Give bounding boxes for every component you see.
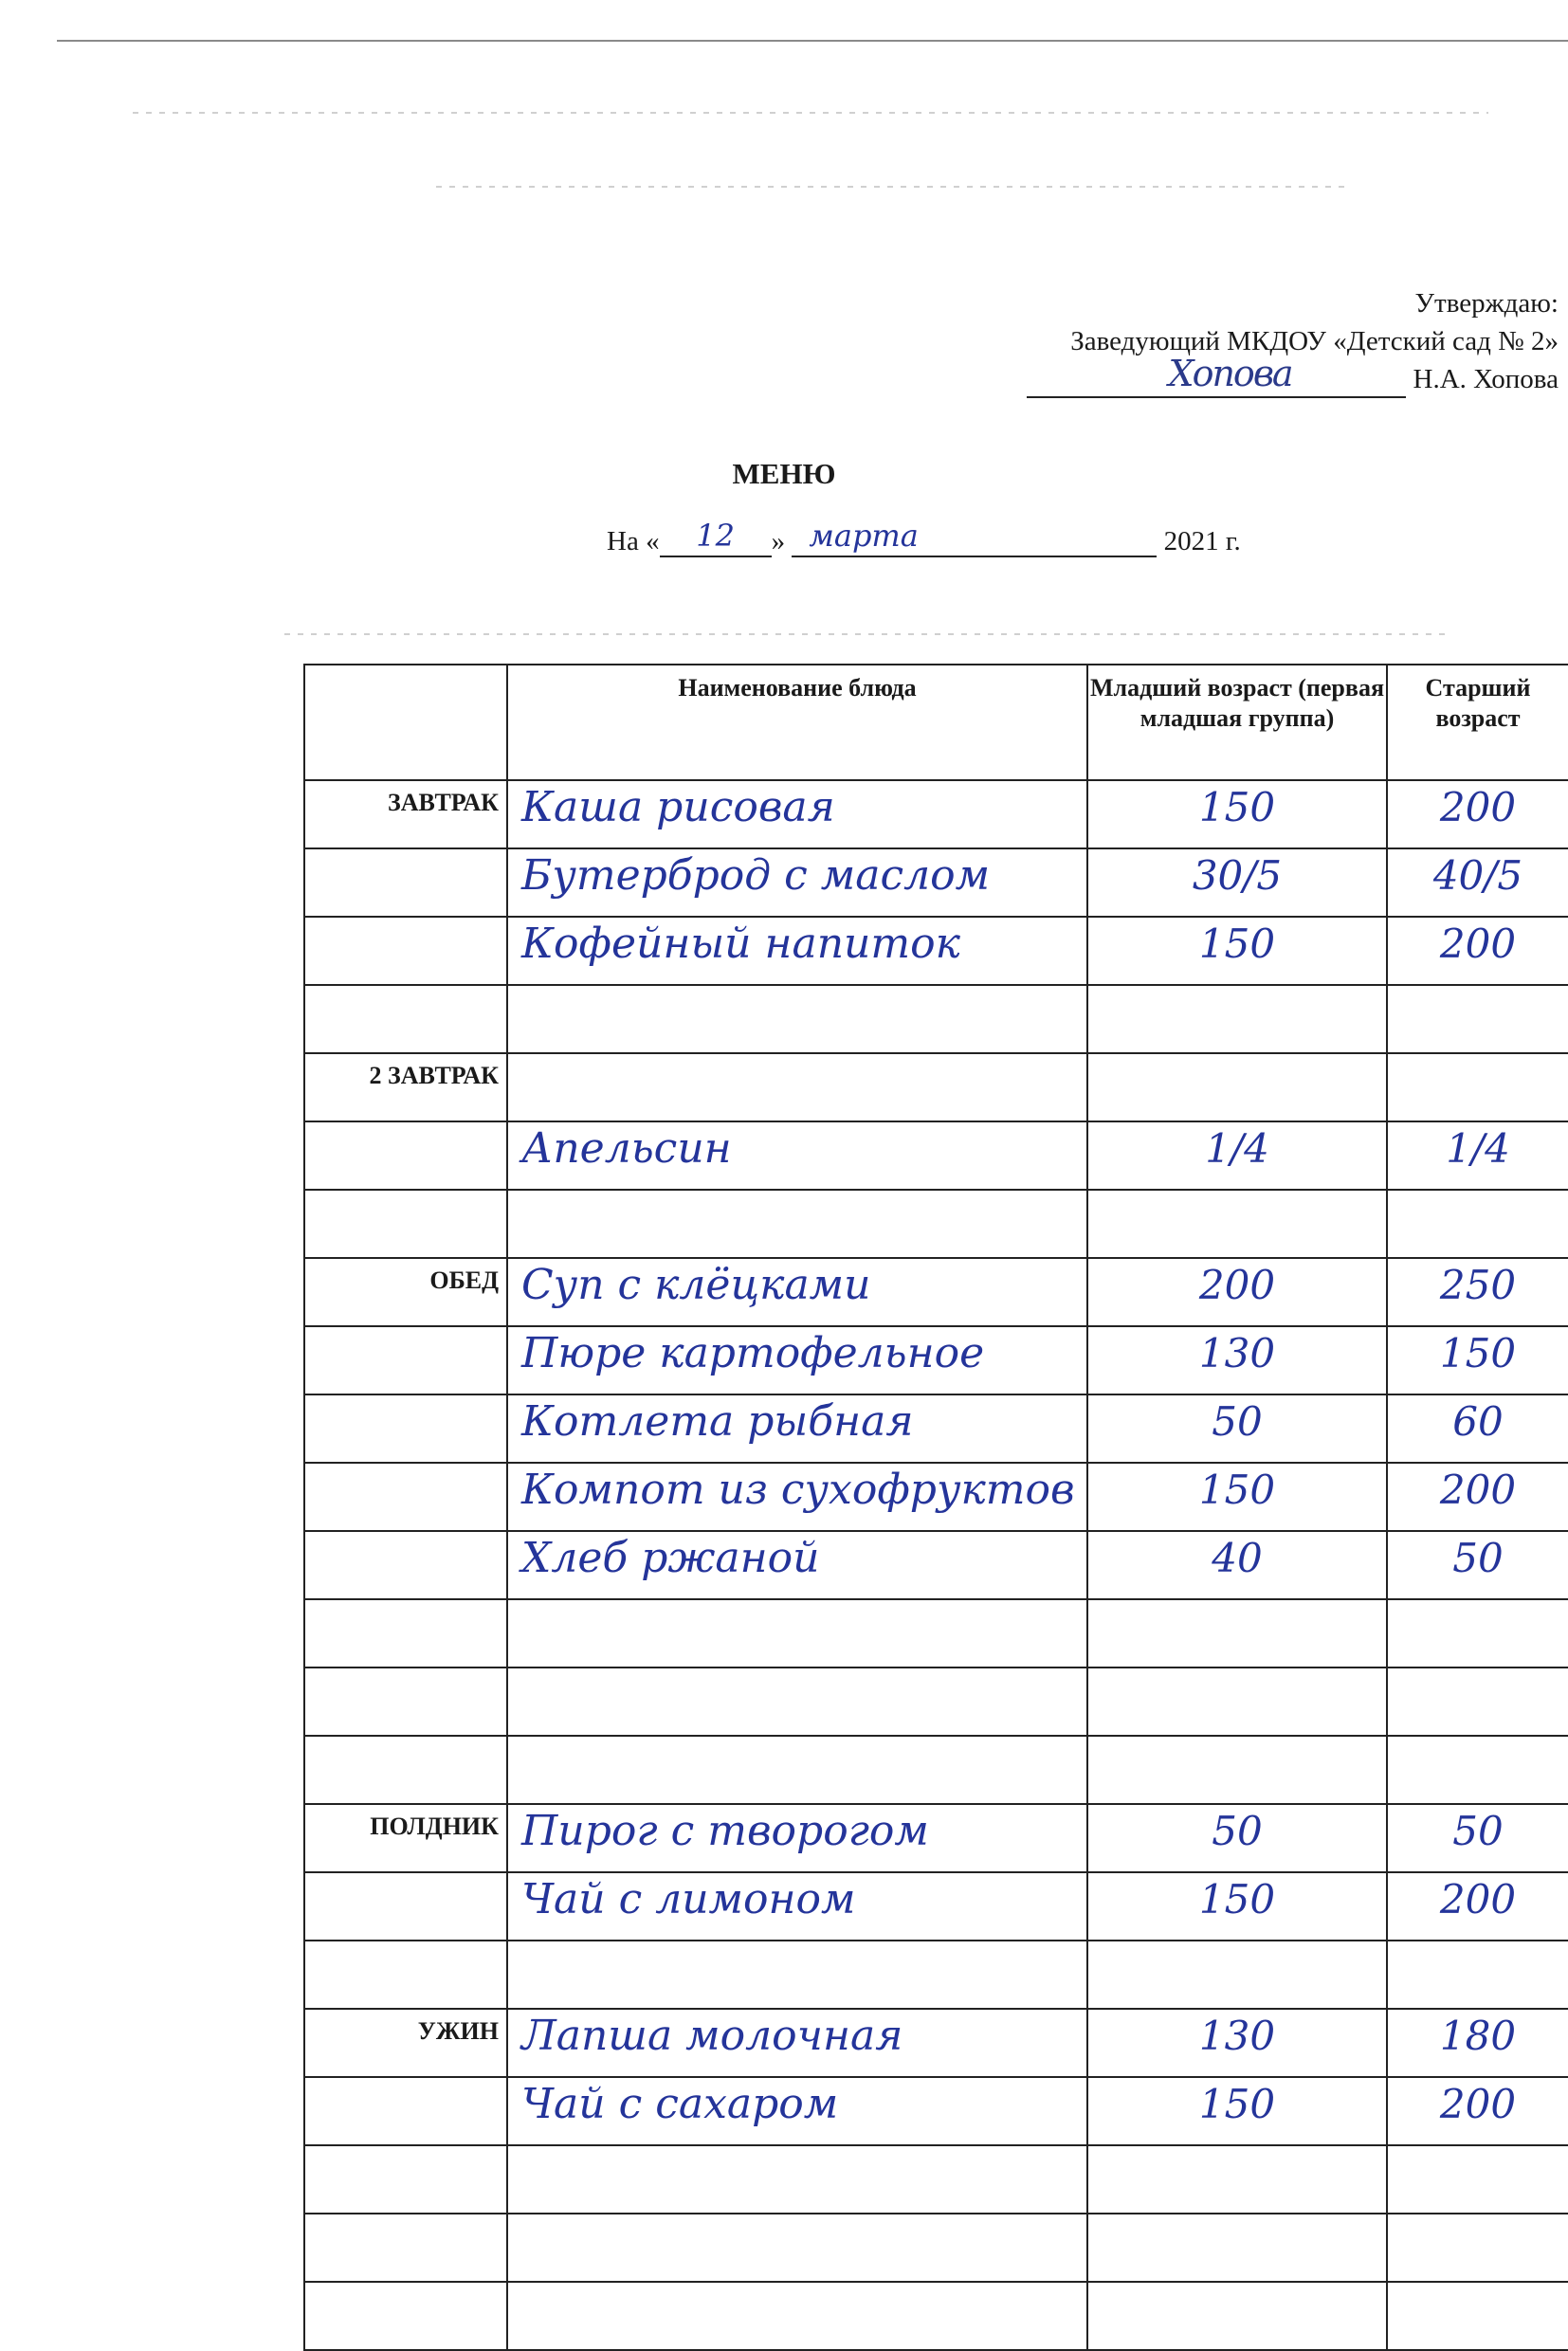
junior-qty-cell: 150 <box>1087 1872 1387 1941</box>
junior-qty-cell: 30/5 <box>1087 848 1387 917</box>
senior-qty-cell: 200 <box>1387 780 1568 848</box>
meal-cell: ОБЕД <box>304 1258 507 1326</box>
senior-qty-cell <box>1387 1736 1568 1804</box>
header-senior: Старший возраст <box>1387 665 1568 780</box>
junior-qty-cell <box>1087 1190 1387 1258</box>
approval-signature-line <box>895 353 1559 398</box>
dish-cell: Каша рисовая <box>507 780 1087 848</box>
month-value: марта <box>809 518 919 554</box>
junior-qty-cell <box>1087 1599 1387 1668</box>
senior-qty-cell: 200 <box>1387 917 1568 985</box>
meal-cell <box>304 1463 507 1531</box>
meal-cell <box>304 1121 507 1190</box>
senior-qty-cell: 200 <box>1387 1872 1568 1941</box>
dish-cell: Бутерброд с маслом <box>507 848 1087 917</box>
table-row <box>304 1872 1568 1941</box>
meal-cell: ЗАВТРАК <box>304 780 507 848</box>
header-dish: Наименование блюда <box>507 665 1087 780</box>
dish-cell <box>507 1053 1087 1121</box>
menu-rows <box>304 780 1568 2350</box>
junior-qty-cell: 50 <box>1087 1394 1387 1463</box>
dish-cell: Кофейный напиток <box>507 917 1087 985</box>
table-row <box>304 1736 1568 1804</box>
junior-qty-cell <box>1087 2214 1387 2282</box>
junior-qty-cell: 130 <box>1087 1326 1387 1394</box>
meal-cell <box>304 1941 507 2009</box>
dish-cell: Суп с клёцками <box>507 1258 1087 1326</box>
year-value: 2021 г. <box>1163 526 1241 556</box>
meal-cell <box>304 1599 507 1668</box>
month-field <box>792 518 1157 557</box>
table-row <box>304 1668 1568 1736</box>
table-row <box>304 1258 1568 1326</box>
table-row <box>304 1531 1568 1599</box>
dish-cell <box>507 2282 1087 2350</box>
table-row <box>304 1053 1568 1121</box>
senior-qty-cell <box>1387 1053 1568 1121</box>
day-value: 12 <box>696 518 735 554</box>
scan-artifact <box>436 186 1346 188</box>
menu-date <box>607 518 1241 557</box>
table-row <box>304 1394 1568 1463</box>
senior-qty-cell <box>1387 1941 1568 2009</box>
signer-name: Н.А. Хопова <box>1413 364 1559 394</box>
table-row <box>304 1599 1568 1668</box>
junior-qty-cell: 150 <box>1087 780 1387 848</box>
senior-qty-cell <box>1387 1190 1568 1258</box>
table-row <box>304 1190 1568 1258</box>
page-title: МЕНЮ <box>732 457 836 490</box>
meal-cell <box>304 1872 507 1941</box>
dish-cell: Хлеб ржаной <box>507 1531 1087 1599</box>
junior-qty-cell <box>1087 1736 1387 1804</box>
table-row <box>304 917 1568 985</box>
junior-qty-cell: 150 <box>1087 917 1387 985</box>
junior-qty-cell: 150 <box>1087 1463 1387 1531</box>
dish-cell <box>507 2145 1087 2214</box>
dish-cell <box>507 1941 1087 2009</box>
header-meal <box>304 665 507 780</box>
meal-cell <box>304 848 507 917</box>
table-row <box>304 2009 1568 2077</box>
meal-cell <box>304 1668 507 1736</box>
dish-cell <box>507 2214 1087 2282</box>
table-row <box>304 1326 1568 1394</box>
dish-cell: Апельсин <box>507 1121 1087 1190</box>
senior-qty-cell <box>1387 985 1568 1053</box>
meal-cell: ПОЛДНИК <box>304 1804 507 1872</box>
meal-cell <box>304 1736 507 1804</box>
senior-qty-cell: 180 <box>1387 2009 1568 2077</box>
senior-qty-cell: 1/4 <box>1387 1121 1568 1190</box>
scan-artifact <box>284 633 1450 635</box>
senior-qty-cell: 200 <box>1387 1463 1568 1531</box>
junior-qty-cell <box>1087 985 1387 1053</box>
junior-qty-cell <box>1087 2145 1387 2214</box>
senior-qty-cell <box>1387 2214 1568 2282</box>
senior-qty-cell <box>1387 1599 1568 1668</box>
approval-block <box>895 284 1559 398</box>
table-row <box>304 2077 1568 2145</box>
approval-position: Заведующий МКДОУ «Детский сад № 2» <box>1070 326 1559 356</box>
meal-cell <box>304 2214 507 2282</box>
senior-qty-cell: 200 <box>1387 2077 1568 2145</box>
dish-cell <box>507 1736 1087 1804</box>
meal-cell <box>304 2145 507 2214</box>
table-row <box>304 780 1568 848</box>
meal-cell <box>304 2282 507 2350</box>
table-row <box>304 985 1568 1053</box>
table-row <box>304 1121 1568 1190</box>
day-field <box>660 518 772 557</box>
table-row <box>304 1463 1568 1531</box>
meal-cell <box>304 2077 507 2145</box>
approval-heading: Утверждаю: <box>1414 288 1559 319</box>
meal-cell <box>304 1326 507 1394</box>
date-prefix: На « <box>607 526 660 556</box>
dish-cell: Котлета рыбная <box>507 1394 1087 1463</box>
junior-qty-cell: 130 <box>1087 2009 1387 2077</box>
dish-cell: Компот из сухофруктов <box>507 1463 1087 1531</box>
senior-qty-cell: 50 <box>1387 1804 1568 1872</box>
junior-qty-cell <box>1087 1941 1387 2009</box>
meal-cell: УЖИН <box>304 2009 507 2077</box>
junior-qty-cell <box>1087 1053 1387 1121</box>
dish-cell: Чай с лимоном <box>507 1872 1087 1941</box>
table-row <box>304 2145 1568 2214</box>
senior-qty-cell: 250 <box>1387 1258 1568 1326</box>
senior-qty-cell <box>1387 1668 1568 1736</box>
senior-qty-cell: 150 <box>1387 1326 1568 1394</box>
scan-artifact <box>133 112 1488 114</box>
dish-cell <box>507 1668 1087 1736</box>
junior-qty-cell: 150 <box>1087 2077 1387 2145</box>
junior-qty-cell: 40 <box>1087 1531 1387 1599</box>
date-quote: » <box>771 526 786 556</box>
handwritten-signature: Хопова <box>1168 353 1292 394</box>
table-row <box>304 2214 1568 2282</box>
junior-qty-cell: 1/4 <box>1087 1121 1387 1190</box>
senior-qty-cell: 40/5 <box>1387 848 1568 917</box>
table-row <box>304 1941 1568 2009</box>
meal-cell: 2 ЗАВТРАК <box>304 1053 507 1121</box>
meal-cell <box>304 917 507 985</box>
meal-cell <box>304 1394 507 1463</box>
junior-qty-cell: 200 <box>1087 1258 1387 1326</box>
menu-table <box>303 664 1568 2351</box>
senior-qty-cell <box>1387 2145 1568 2214</box>
dish-cell: Пирог с творогом <box>507 1804 1087 1872</box>
dish-cell: Лапша молочная <box>507 2009 1087 2077</box>
meal-cell <box>304 1190 507 1258</box>
dish-cell <box>507 1190 1087 1258</box>
table-row <box>304 2282 1568 2350</box>
meal-cell <box>304 985 507 1053</box>
signature-field <box>1027 353 1406 398</box>
dish-cell <box>507 985 1087 1053</box>
junior-qty-cell: 50 <box>1087 1804 1387 1872</box>
junior-qty-cell <box>1087 1668 1387 1736</box>
table-row <box>304 848 1568 917</box>
header-junior: Младший возраст (первая младшая группа) <box>1087 665 1387 780</box>
junior-qty-cell <box>1087 2282 1387 2350</box>
dish-cell: Чай с сахаром <box>507 2077 1087 2145</box>
table-header-row <box>304 665 1568 780</box>
senior-qty-cell: 50 <box>1387 1531 1568 1599</box>
dish-cell <box>507 1599 1087 1668</box>
table-row <box>304 1804 1568 1872</box>
meal-cell <box>304 1531 507 1599</box>
scan-edge-line <box>57 40 1568 42</box>
senior-qty-cell <box>1387 2282 1568 2350</box>
senior-qty-cell: 60 <box>1387 1394 1568 1463</box>
dish-cell: Пюре картофельное <box>507 1326 1087 1394</box>
